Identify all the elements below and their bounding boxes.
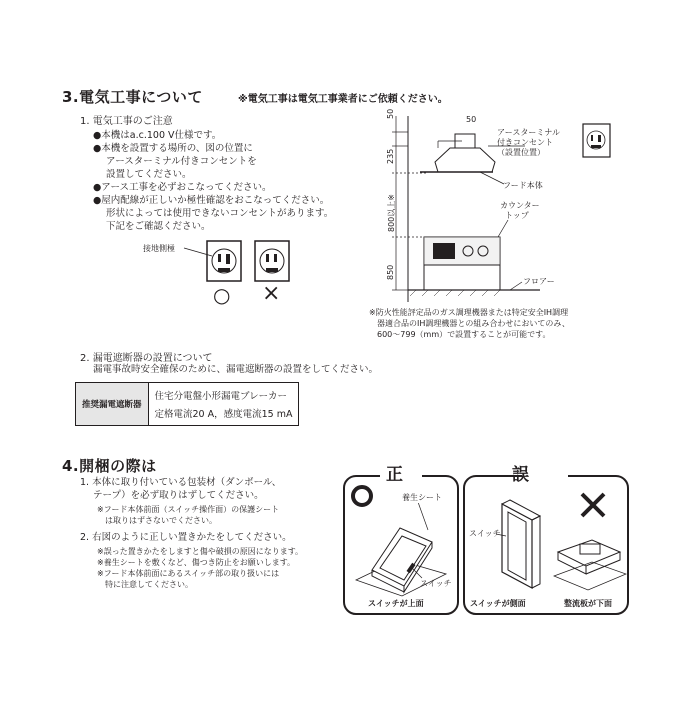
dim-235: 235 xyxy=(386,148,395,164)
outlet-ng-mark: × xyxy=(262,281,281,306)
outlet-ng-icon xyxy=(255,241,289,281)
wrong-title: 誤 xyxy=(512,465,529,485)
breaker-table-header: 推奨漏電遮断器 xyxy=(76,383,149,426)
ground-pole-label: 接地側極 xyxy=(143,244,175,253)
section4-title: 4.開梱の際は xyxy=(62,457,157,475)
item1-line-8: 下記をご確認ください。 xyxy=(106,221,211,232)
unpack-item2-notes: ※誤った置きかたをしますと傷や破損の原因になります。 ※養生シートを敷くなど、傷つき防止をお願いします。 ※フード本体前面にあるスイッチ部の取り扱いには 特に注意してください。 xyxy=(97,547,304,589)
correct-title: 正 xyxy=(386,465,403,485)
breaker-type: 住宅分電盤小形漏電ブレーカー xyxy=(148,383,299,405)
item1-line-4: 設置してください。 xyxy=(106,169,192,180)
outlet-ok-mark: ○ xyxy=(213,283,231,307)
wrong-caption-left: スイッチが側面 xyxy=(470,599,526,608)
item1-line-3: アースターミナル付きコンセントを xyxy=(106,156,257,167)
dim-50-vertical: 50 xyxy=(386,108,395,119)
wrong-switch-label: スイッチ xyxy=(469,529,501,538)
correct-caption: スイッチが上面 xyxy=(368,599,424,608)
correct-switch-label: スイッチ xyxy=(420,579,452,588)
diagram-footnote: ※防火性能評定品のガス調理機器または特定安全IH調理 器適合品のIH調理機器との組み合わせにおいてのみ、 600～799（mm）で設置することが可能です。 xyxy=(369,308,570,339)
section3-title: 3.電気工事について xyxy=(62,88,203,106)
wrong-panel xyxy=(462,468,632,618)
item1-line-5: ●アース工事を必ずおこなってください。 xyxy=(93,182,272,193)
item2-heading: 2. 漏電遮断器の設置について xyxy=(80,353,213,364)
countertop-label: カウンター トップ xyxy=(500,201,540,220)
item1-line-6: ●屋内配線が正しいか極性確認をおこなってください。 xyxy=(93,195,330,206)
unpack-item2: 2. 右図のように正しい置きかたをしてください。 xyxy=(80,532,292,543)
breaker-table xyxy=(75,382,299,426)
breaker-rating: 定格電流20 A，感度電流15 mA xyxy=(148,404,299,426)
unpack-item1-line-2: テープ）を必ず取りはずしてください。 xyxy=(93,490,264,501)
unpack-item1-line-1: 1. 本体に取り付いている包装材（ダンボール、 xyxy=(80,477,282,488)
item1-line-1: ●本機はa.c.100 V仕様です。 xyxy=(93,130,222,141)
outlet-ok-icon xyxy=(207,241,241,281)
dim-50-horizontal: 50 xyxy=(466,115,477,124)
correct-panel xyxy=(342,468,460,618)
floor-label: フロアー xyxy=(523,277,555,286)
item1-line-2: ●本機を設置する場所の、図の位置に xyxy=(93,143,253,154)
section3-title-note: ※電気工事は電気工事業者にご依頼ください。 xyxy=(238,94,448,105)
dim-850: 850 xyxy=(386,264,395,280)
hood-label: フード本体 xyxy=(503,181,543,190)
item1-heading: 1. 電気工事のご注意 xyxy=(80,116,173,127)
dim-800: 800以上※ xyxy=(387,194,396,232)
item2-text: 漏電事故時安全確保のために、漏電遮断器の設置をしてください。 xyxy=(93,364,379,375)
outlet-label: アースターミナル 付きコンセント （設置位置） xyxy=(497,128,560,157)
item1-line-7: 形状によっては使用できないコンセントがあります。 xyxy=(106,208,334,219)
wrong-caption-right: 整流板が下面 xyxy=(564,599,612,608)
unpack-item1-notes: ※フード本体前面（スイッチ操作面）の保護シート は取りはずさないでください。 xyxy=(97,505,280,525)
correct-sheet-label: 養生シート xyxy=(402,493,442,502)
